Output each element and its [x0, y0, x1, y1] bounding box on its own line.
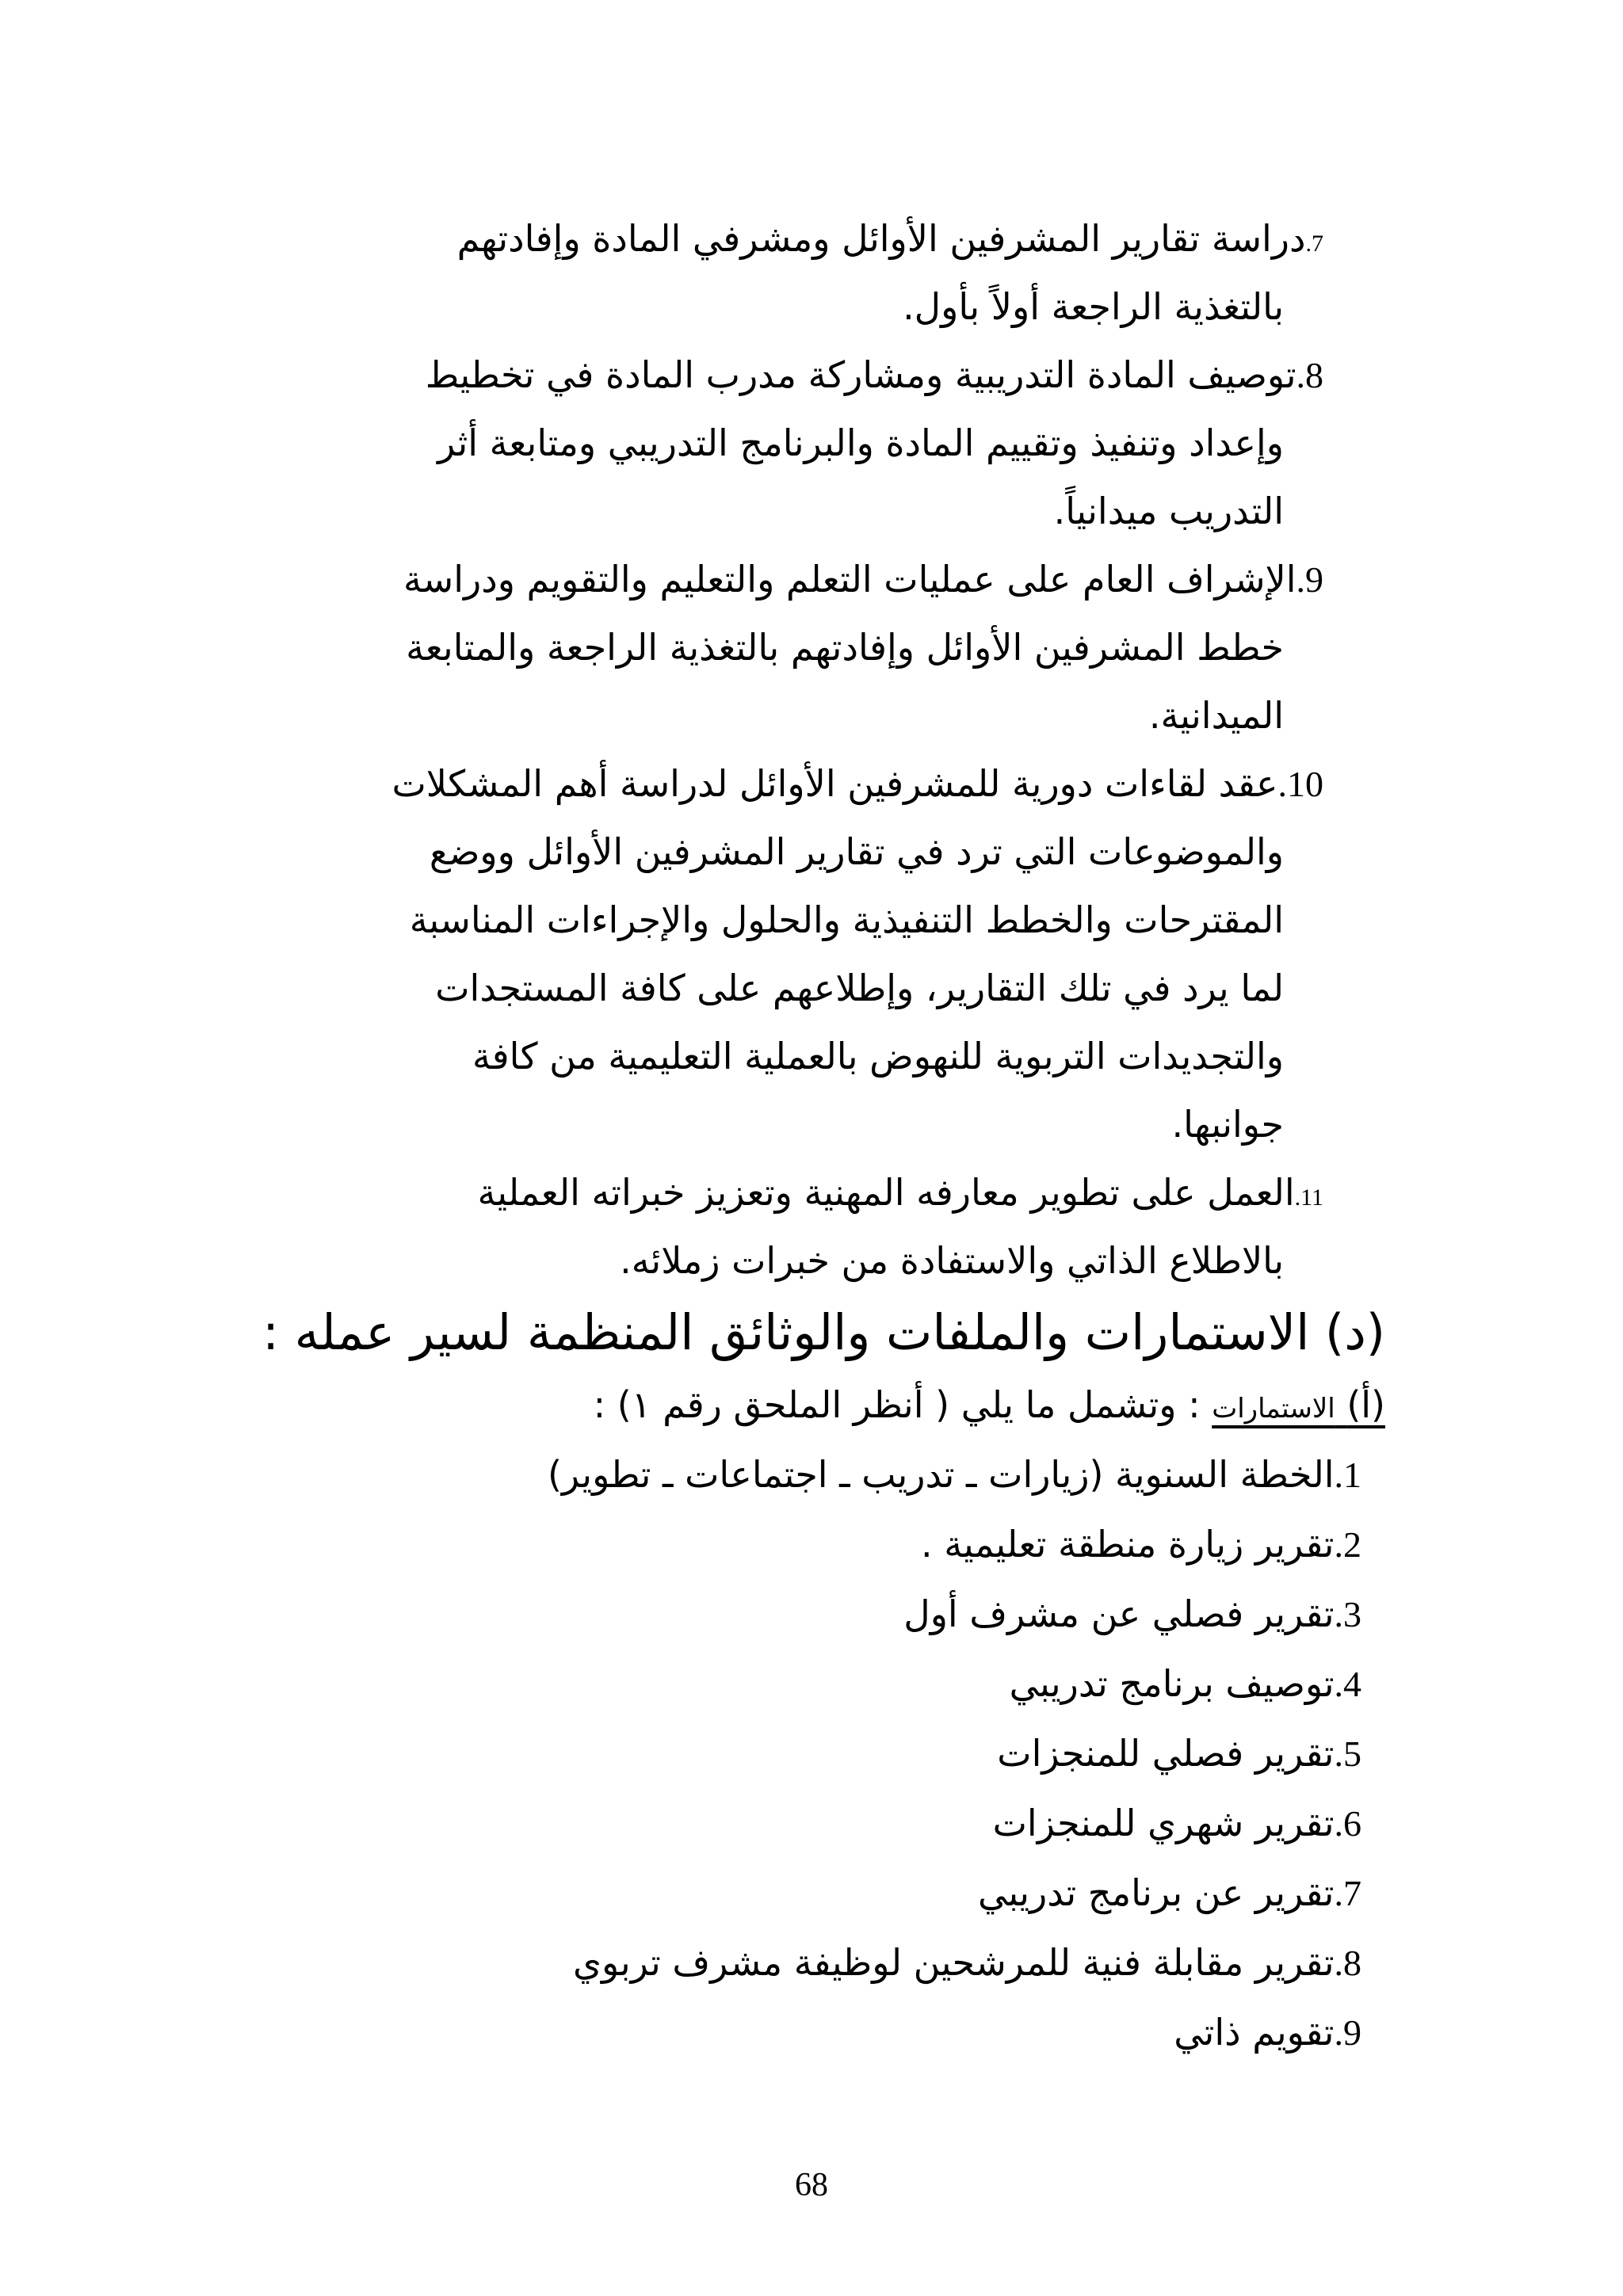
item-10-line-5: والتجديدات التربوية للنهوض بالعملية التعليمية من كافة: [472, 1035, 1284, 1077]
item-11-number: 11.: [1294, 1184, 1323, 1211]
item-7-text: دراسة تقارير المشرفين الأوائل ومشرفي المادة وإفادتهم: [456, 217, 1306, 260]
item-10-number: 10.: [1277, 764, 1323, 804]
form-item-8: [573, 1928, 1361, 1997]
form-item-2-text: تقرير زيارة منطقة تعليمية .: [920, 1523, 1335, 1566]
form-item-1: [548, 1440, 1361, 1508]
subsection-label-word: الاستمارات: [1212, 1393, 1335, 1425]
subsection-rest: : وتشمل ما يلي ( أنظر الملحق رقم ١) :: [593, 1383, 1212, 1426]
form-item-2: [921, 1510, 1361, 1578]
form-item-7: [978, 1859, 1361, 1927]
item-11-text: العمل على تطوير معارفه المهنية وتعزيز خبراته العملية: [477, 1171, 1295, 1214]
item-9-number: 9.: [1296, 559, 1323, 600]
form-item-4-text: توصيف برنامج تدريبي: [1009, 1662, 1335, 1705]
item-9-line-2: خطط المشرفين الأوائل وإفادتهم بالتغذية الراجعة والمتابعة: [406, 626, 1284, 669]
form-item-1-text: الخطة السنوية (زيارات ـ تدريب ـ اجتماعات ـ تطوير): [547, 1453, 1335, 1496]
form-item-3-text: تقرير فصلي عن مشرف أول: [903, 1592, 1335, 1635]
item-10-line-3: المقترحات والخطط التنفيذية والحلول والإجراءات المناسبة: [409, 898, 1284, 941]
form-item-7-text: تقرير عن برنامج تدريبي: [978, 1871, 1335, 1914]
form-item-2-number: 2.: [1334, 1524, 1361, 1565]
item-10-line-4: لما يرد في تلك التقارير، وإطلاعهم على كافة المستجدات: [435, 967, 1284, 1009]
item-10-line-6: جوانبها.: [1171, 1103, 1284, 1146]
item-8-line-3: التدريب ميدانياً.: [1053, 490, 1284, 532]
item-8-number: 8.: [1296, 355, 1323, 395]
form-item-3: [903, 1580, 1361, 1648]
item-8-line-2: وإعداد وتنفيذ وتقييم المادة والبرنامج التدريبي ومتابعة أثر: [437, 421, 1284, 464]
item-7-number: 7.: [1305, 231, 1323, 257]
form-item-5-number: 5.: [1334, 1733, 1361, 1774]
form-item-6: [993, 1789, 1361, 1857]
form-item-6-text: تقرير شهري للمنجزات: [992, 1802, 1335, 1844]
form-item-7-number: 7.: [1334, 1873, 1361, 1913]
form-item-3-number: 3.: [1334, 1594, 1361, 1634]
form-item-9-number: 9.: [1334, 2012, 1361, 2053]
item-9-line-3: الميدانية.: [1148, 694, 1284, 737]
item-7-line-2: بالتغذية الراجعة أولاً بأول.: [903, 285, 1284, 328]
item-8-text: توصيف المادة التدريبية ومشاركة مدرب المادة في تخطيط: [425, 353, 1296, 396]
item-11-line-1: [478, 1158, 1323, 1226]
item-10-line-1: [392, 749, 1324, 818]
form-item-9: [1174, 1998, 1361, 2066]
form-item-1-number: 1.: [1334, 1455, 1361, 1495]
form-item-5-text: تقرير فصلي للمنجزات: [997, 1732, 1335, 1775]
page-number: 68: [795, 2167, 828, 2203]
item-10-text: عقد لقاءات دورية للمشرفين الأوائل لدراسة أهم المشكلات: [391, 762, 1278, 805]
subsection-heading: [594, 1371, 1385, 1439]
form-item-6-number: 6.: [1334, 1803, 1361, 1844]
form-item-9-text: تقويم ذاتي: [1174, 2011, 1335, 2054]
item-10-line-2: والموضوعات التي ترد في تقارير المشرفين الأوائل ووضع: [429, 830, 1284, 873]
section-heading: (د) الاستمارات والملفات والوثائق المنظمة لسير عمله :: [262, 1303, 1385, 1361]
form-item-8-text: تقرير مقابلة فنية للمرشحين لوظيفة مشرف تربوي: [573, 1941, 1335, 1984]
item-7-line-1: [457, 204, 1323, 273]
subsection-label: (أ) الاستمارات: [1212, 1383, 1385, 1426]
form-item-4-number: 4.: [1334, 1664, 1361, 1704]
item-11-line-2: بالاطلاع الذاتي والاستفادة من خبرات زملائه.: [620, 1239, 1284, 1282]
item-8-line-1: [426, 341, 1323, 409]
item-9-line-1: [403, 545, 1323, 613]
form-item-5: [997, 1719, 1361, 1787]
form-item-8-number: 8.: [1334, 1943, 1361, 1983]
form-item-4: [1010, 1650, 1361, 1718]
item-9-text: الإشراف العام على عمليات التعلم والتعليم والتقويم ودراسة: [403, 558, 1296, 601]
